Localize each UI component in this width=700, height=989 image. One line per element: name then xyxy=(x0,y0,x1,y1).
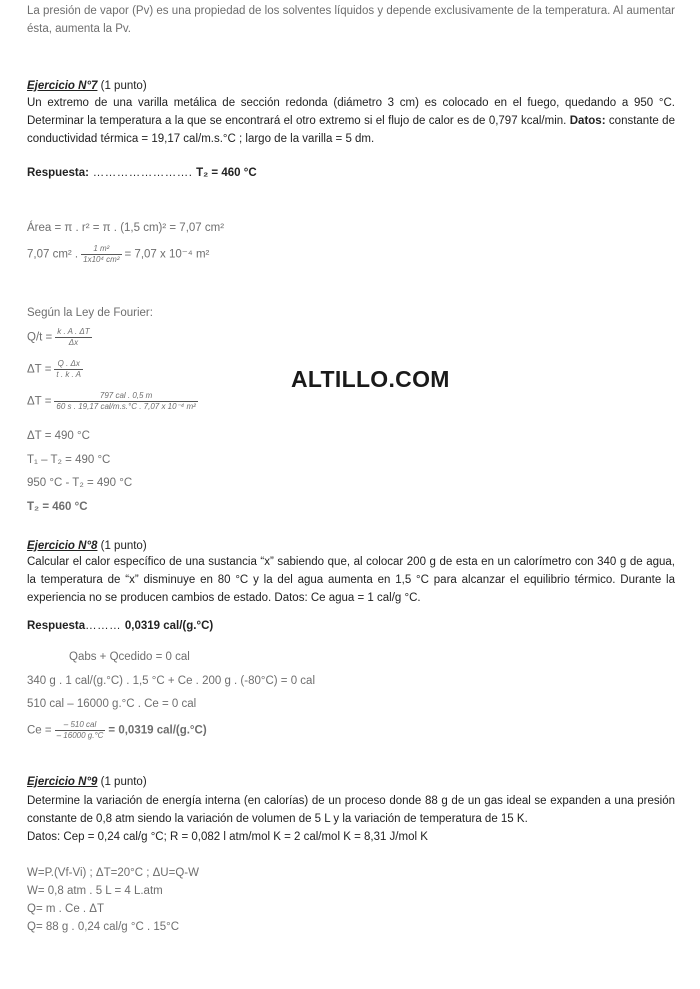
ce-denominator: – 16000 g.°C xyxy=(56,731,104,740)
fourier-numerator: k . A . ΔT xyxy=(57,327,90,336)
exercise-9-heading xyxy=(27,773,147,791)
conversion-left: 7,07 cm² . xyxy=(27,248,79,261)
answer-value: 0,0319 cal/(g.°C) xyxy=(124,620,214,632)
heat-formula: Q= m . Ce . ΔT xyxy=(27,903,105,915)
specific-heat-result xyxy=(27,720,207,741)
delta-t-left: ΔT = xyxy=(27,363,52,376)
conversion-numerator: 1 m² xyxy=(81,244,121,255)
answer-dots: ……… xyxy=(85,620,125,632)
delta-t-denominator: t . k . A xyxy=(56,370,82,379)
answer-label: Respuesta xyxy=(27,620,86,632)
ce-numerator: – 510 cal xyxy=(55,720,106,731)
conversion-fraction xyxy=(81,244,121,265)
exercise-7-data-label: Datos: xyxy=(566,115,606,127)
delta-t-equation xyxy=(27,359,86,380)
exercise-7-heading xyxy=(27,77,147,95)
heat-calculation: Q= 88 g . 0,24 cal/g °C . 15°C xyxy=(27,921,180,933)
fourier-fraction xyxy=(55,327,91,348)
heat-balance-simplified: 510 cal – 16000 g.°C . Ce = 0 cal xyxy=(27,698,197,710)
intro-paragraph: La presión de vapor (Pv) es una propiedad de los solventes líquidos y depende exclusivamente de la temperatura. Al aumentar ésta, aumenta la Pv. xyxy=(27,5,675,35)
exercise-9-points: (1 punto) xyxy=(97,776,147,788)
exercise-8-answer xyxy=(27,617,213,635)
fourier-left: Q/t = xyxy=(27,331,53,344)
exercise-8-title: Ejercicio N°8 xyxy=(27,540,98,552)
answer-value: T₂ = 460 °C xyxy=(196,167,257,179)
heat-balance-substitution: 340 g . 1 cal/(g.°C) . 1,5 °C + Ce . 200 g . (-80°C) = 0 cal xyxy=(27,675,316,687)
ce-left: Ce = xyxy=(27,724,52,737)
exercise-8-points: (1 punto) xyxy=(97,540,147,552)
delta-t-fraction xyxy=(54,359,83,380)
area-formula: Área = π . r² = π . (1,5 cm)² = 7,07 cm² xyxy=(27,222,225,234)
temperature-difference: T₁ – T₂ = 490 °C xyxy=(27,454,111,466)
delta-t-numerator: Q . Δx xyxy=(54,359,83,370)
exercise-8-statement: Calcular el calor específico de una sustancia “x” sabiendo que, al colocar 200 g de esta en un calorímetro con 340 g de agua, la temperatura de “x” disminuye en 80 °C y la del agua aumenta en 1,5 °C para alcanzar el equilibrio térmico. Durante la experiencia no se producen cambios de estado. Datos: Ce agua = 1 cal/g °C. xyxy=(27,556,675,604)
substitution-numerator: 797 cal . 0,5 m xyxy=(54,391,197,402)
substitution-fraction xyxy=(54,391,197,412)
exercise-7-title: Ejercicio N°7 xyxy=(27,80,98,92)
exercise-9-statement: Determine la variación de energía interna (en calorías) de un proceso donde 88 g de un gas ideal se expanden a una presión constante de 0,8 atm siendo la variación de volumen de 5 L y la variación de temperatura de 15 K. xyxy=(27,795,675,825)
exercise-7-points: (1 punto) xyxy=(97,80,147,92)
fourier-equation xyxy=(27,327,95,348)
substitution-denominator: 60 s . 19,17 cal/m.s.°C . 7,07 x 10⁻⁴ m² xyxy=(56,402,196,411)
answer-dots: ……………………. xyxy=(89,167,197,179)
ce-right: = 0,0319 cal/(g.°C) xyxy=(108,724,207,737)
heat-balance-equation: Qabs + Qcedido = 0 cal xyxy=(69,651,190,663)
exercise-7-data-text: constante de conductividad térmica = 19,17 cal/m.s.°C ; largo de la varilla = 5 dm. xyxy=(27,115,675,145)
conversion-denominator: 1x10⁴ cm² xyxy=(83,255,120,264)
temperature-substitution: 950 °C - T₂ = 490 °C xyxy=(27,477,133,489)
exercise-9-data: Datos: Cep = 0,24 cal/g °C; R = 0,082 l atm/mol K = 2 cal/mol K = 8,31 J/mol K xyxy=(27,831,428,843)
ce-fraction xyxy=(55,720,106,741)
area-conversion xyxy=(27,244,209,265)
temperature-final: T₂ = 460 °C xyxy=(27,501,88,513)
exercise-7-answer xyxy=(27,164,257,182)
delta-t-result: ΔT = 490 °C xyxy=(27,430,90,442)
altillo-watermark: ALTILLO.COM xyxy=(291,366,450,392)
conversion-right: = 7,07 x 10⁻⁴ m² xyxy=(124,248,210,261)
substitution-left: ΔT = xyxy=(27,395,52,408)
exercise-9-title: Ejercicio N°9 xyxy=(27,776,98,788)
fourier-denominator: Δx xyxy=(68,338,79,347)
fourier-law-label: Según la Ley de Fourier: xyxy=(27,307,153,319)
answer-label: Respuesta: xyxy=(27,167,89,179)
work-calculation: W= 0,8 atm . 5 L = 4 L.atm xyxy=(27,885,163,897)
exercise-7-statement-text: Un extremo de una varilla metálica de sección redonda (diámetro 3 cm) es colocado en el fuego, quedando a 950 °C. Determinar la temperatura a la que se encontrará el otro extremo si el flujo de calor es de 0,797 kcal/min. xyxy=(27,97,675,127)
work-formula: W=P.(Vf-Vi) ; ΔT=20°C ; ΔU=Q-W xyxy=(27,867,199,879)
exercise-7-statement xyxy=(27,94,675,148)
delta-t-substitution xyxy=(27,391,201,412)
